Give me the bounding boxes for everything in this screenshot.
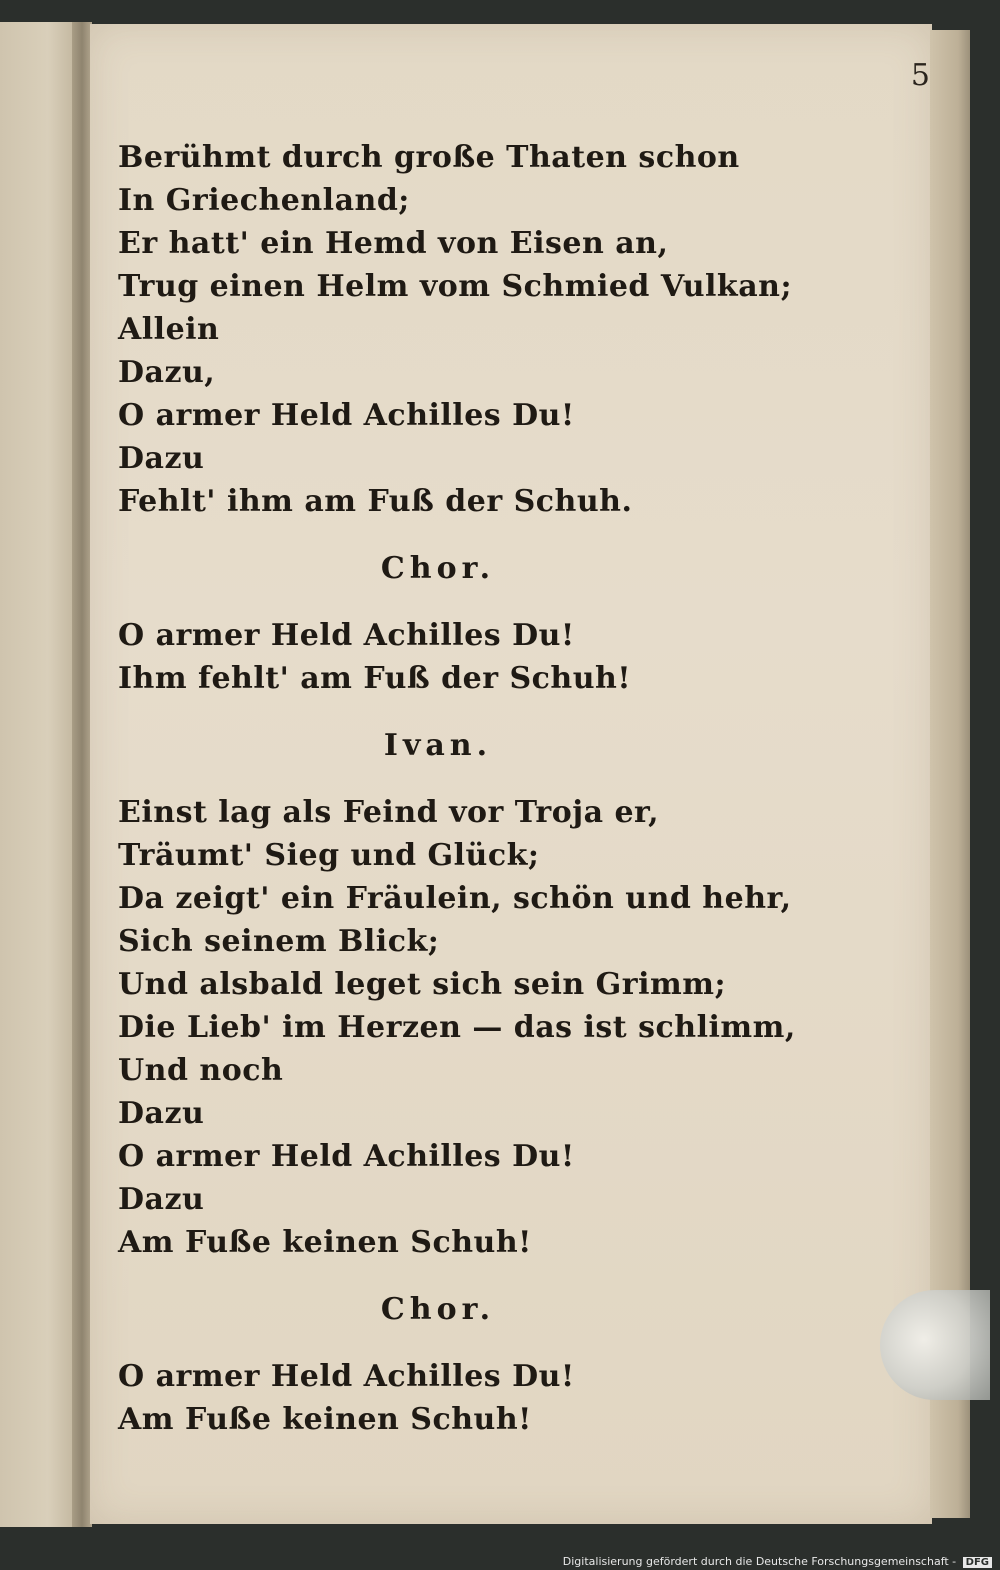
speaker-heading: Ivan. bbox=[383, 728, 493, 763]
verse-line: Am Fuße keinen Schuh! bbox=[118, 1225, 532, 1260]
verse-line: Berühmt durch große Thaten schon bbox=[118, 140, 740, 175]
verse-line: Trug einen Helm vom Schmied Vulkan; bbox=[118, 269, 793, 304]
verse-line: Dazu bbox=[118, 441, 205, 476]
verse-line: In Griechenland; bbox=[118, 183, 410, 218]
verse-line: Und noch bbox=[118, 1053, 284, 1088]
verse-line: Allein bbox=[118, 312, 220, 347]
verse-line: Einst lag als Feind vor Troja er, bbox=[118, 795, 660, 830]
verse-line: Träumt' Sieg und Glück; bbox=[118, 838, 540, 873]
verse-line: Die Lieb' im Herzen — das ist schlimm, bbox=[118, 1010, 796, 1045]
verse-line: Dazu, bbox=[118, 355, 216, 390]
page-number: 5 bbox=[910, 58, 930, 93]
digitization-credit bbox=[563, 1555, 992, 1568]
verse-line: Und alsbald leget sich sein Grimm; bbox=[118, 967, 727, 1002]
verse-line: O armer Held Achilles Du! bbox=[118, 618, 575, 653]
verse-line: Am Fuße keinen Schuh! bbox=[118, 1402, 532, 1437]
book-gutter bbox=[72, 22, 92, 1527]
poem-text bbox=[118, 136, 878, 1441]
chorus-1 bbox=[118, 614, 878, 700]
stanza-2 bbox=[118, 791, 878, 1264]
verse-line: O armer Held Achilles Du! bbox=[118, 1359, 575, 1394]
chorus-heading: Chor. bbox=[380, 1292, 496, 1327]
verse-line: Fehlt' ihm am Fuß der Schuh. bbox=[118, 484, 633, 519]
verse-line: Da zeigt' ein Fräulein, schön und hehr, bbox=[118, 881, 792, 916]
stanza-1 bbox=[118, 136, 878, 523]
verse-line: O armer Held Achilles Du! bbox=[118, 1139, 575, 1174]
dfg-logo: DFG bbox=[963, 1557, 992, 1568]
verse-line: O armer Held Achilles Du! bbox=[118, 398, 575, 433]
chorus-2 bbox=[118, 1355, 878, 1441]
verse-line: Er hatt' ein Hemd von Eisen an, bbox=[118, 226, 669, 261]
verse-line: Dazu bbox=[118, 1096, 205, 1131]
verse-line: Ihm fehlt' am Fuß der Schuh! bbox=[118, 661, 632, 696]
left-page-edge bbox=[0, 22, 80, 1527]
verse-line: Sich seinem Blick; bbox=[118, 924, 440, 959]
page-clip bbox=[880, 1290, 990, 1400]
credit-text: Digitalisierung gefördert durch die Deutsche Forschungsgemeinschaft - bbox=[562, 1555, 957, 1568]
verse-line: Dazu bbox=[118, 1182, 205, 1217]
chorus-heading: Chor. bbox=[380, 551, 496, 586]
